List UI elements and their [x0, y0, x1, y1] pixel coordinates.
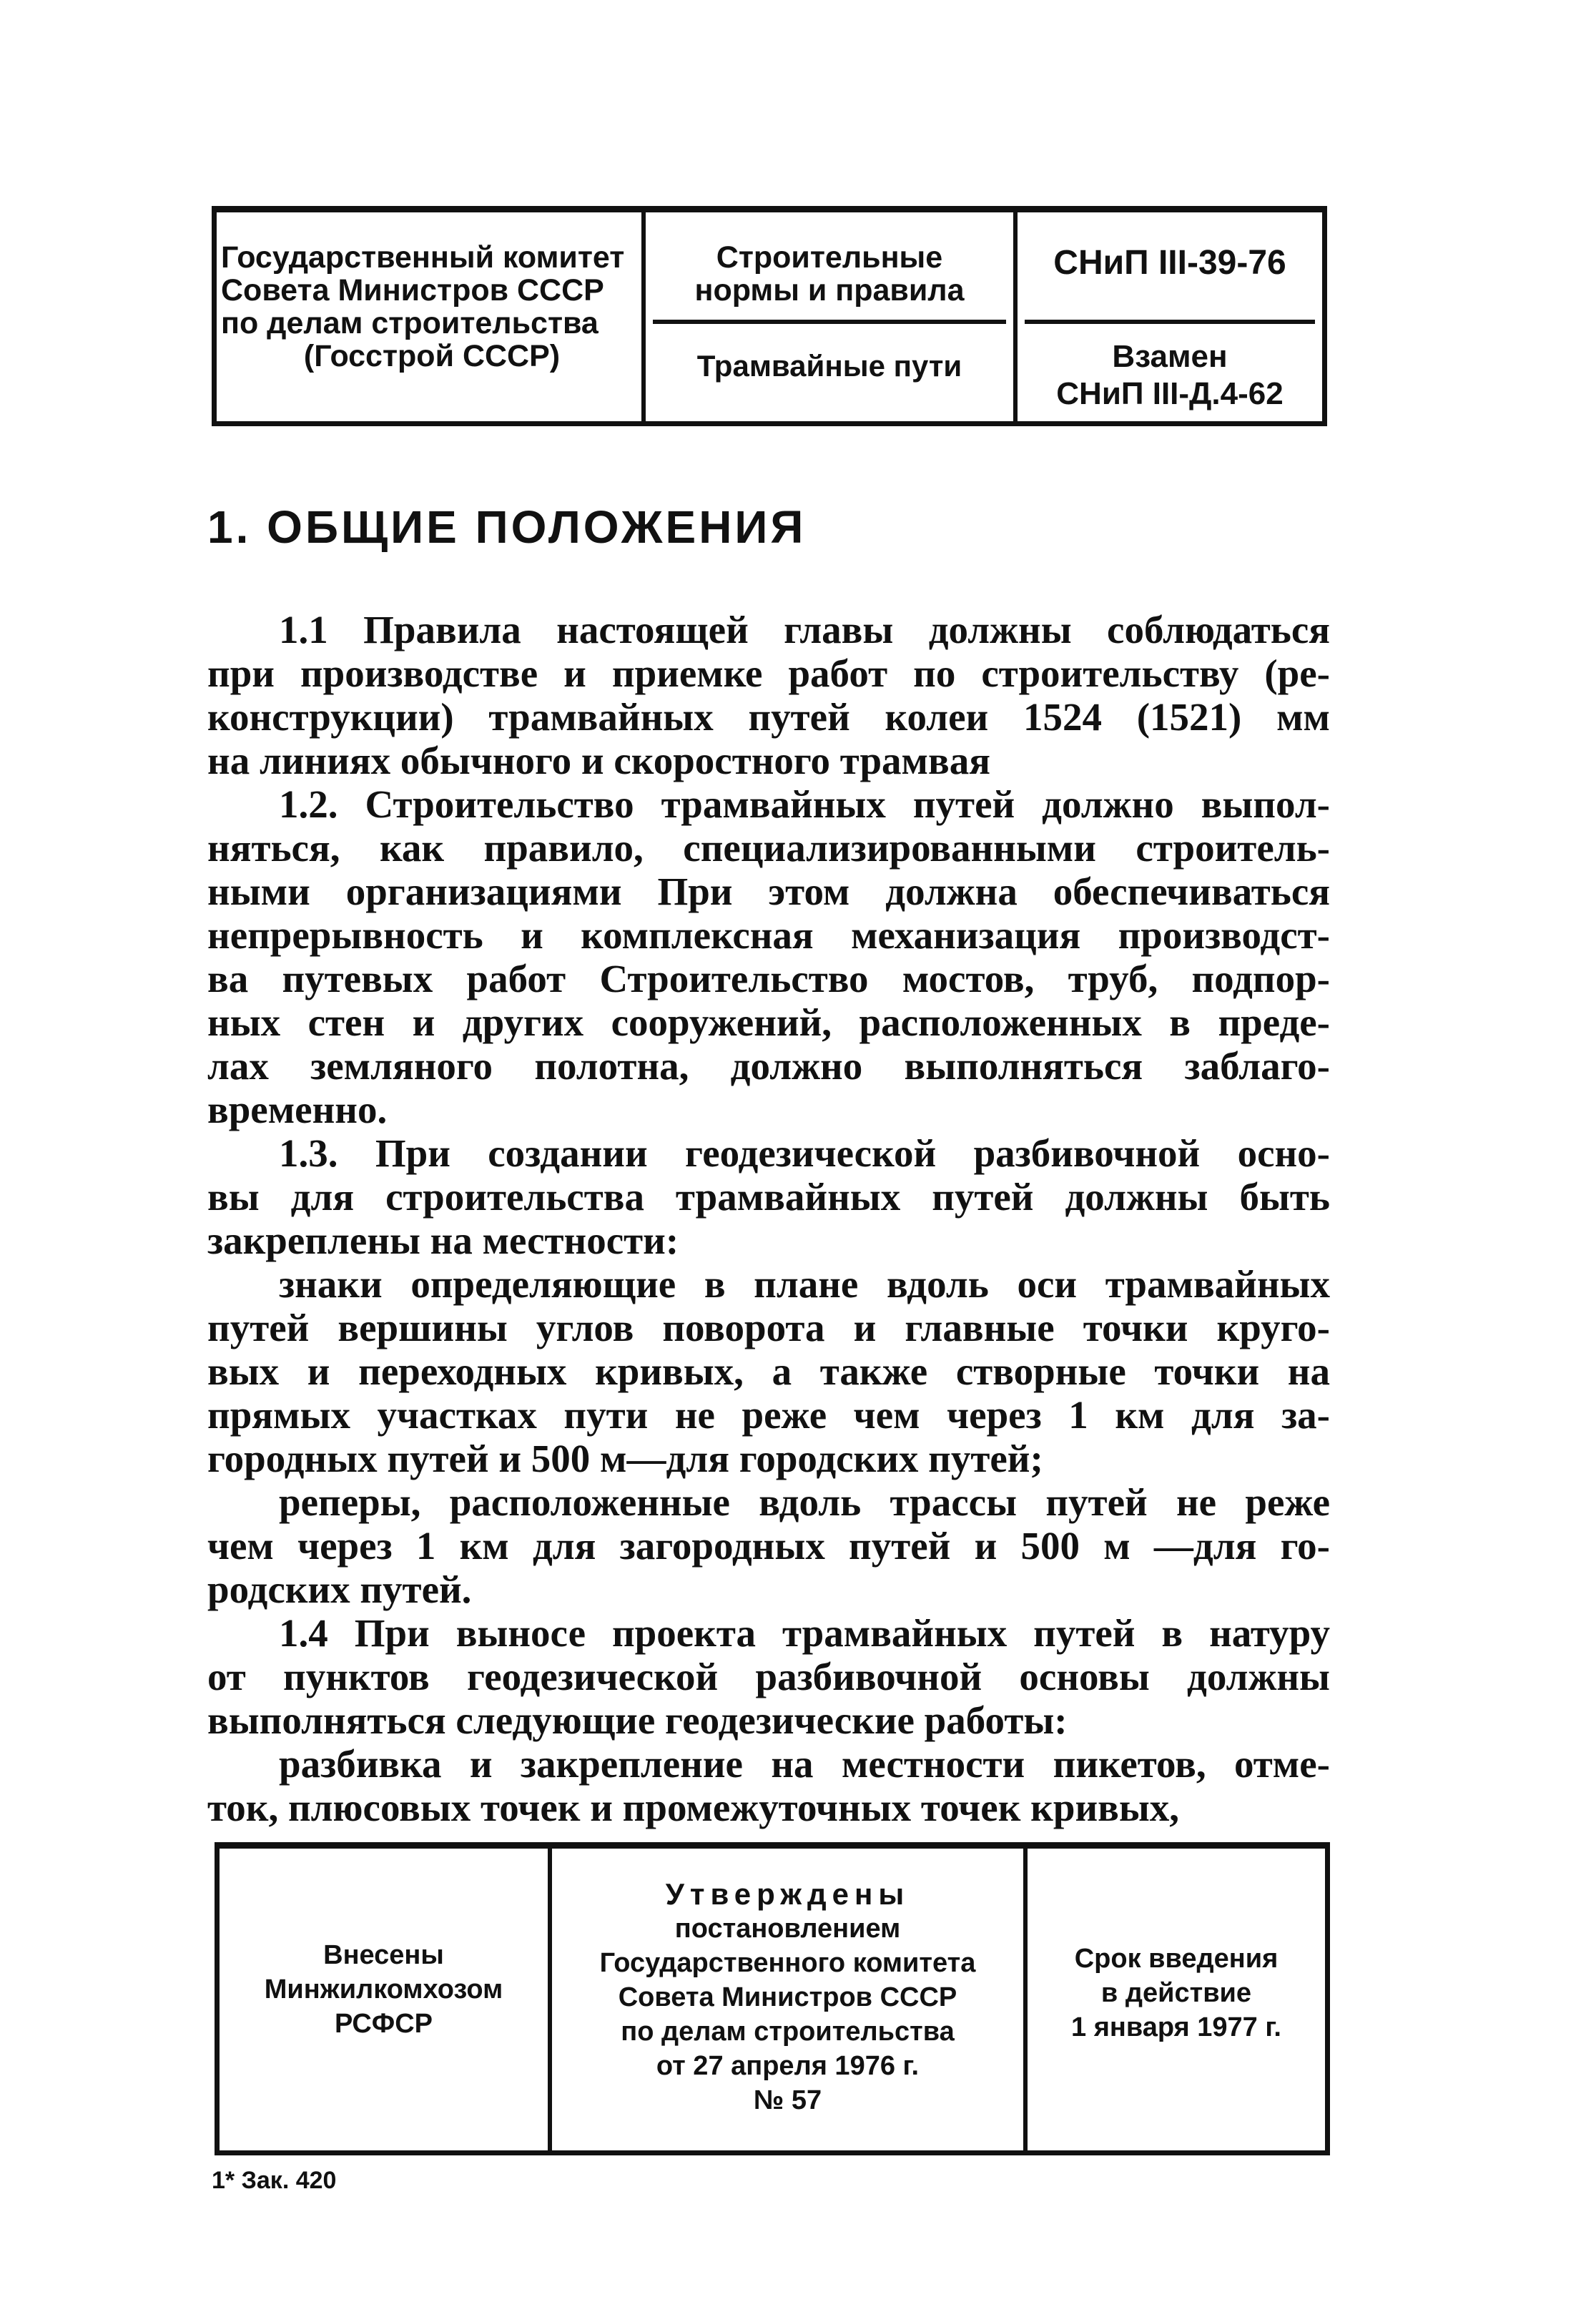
- submitted-by-cell: [220, 1849, 552, 2150]
- footer-table: [215, 1842, 1330, 2155]
- approved-by-cell: [552, 1849, 1028, 2150]
- text-line: знаки определяющие в плане вдоль оси трамвайных: [279, 1262, 1330, 1306]
- doc-type-line: нормы и правила: [694, 273, 965, 308]
- text-line: 1.1 Правила настоящей главы должны соблюдаться: [279, 608, 1330, 651]
- header-table: [212, 206, 1327, 426]
- document-type-cell: [646, 212, 1018, 421]
- body-text: [207, 608, 1330, 1829]
- approved-line: Государственного комитета: [599, 1948, 976, 1978]
- text-line: лах земляного полотна, должно выполняться заблаго-: [207, 1044, 1330, 1088]
- approved-line: от 27 апреля 1976 г.: [656, 2051, 920, 2081]
- submitted-line: РСФСР: [334, 2009, 433, 2039]
- cell-divider: [1025, 320, 1315, 324]
- text-line: няться, как правило, специализированными строитель-: [207, 826, 1330, 870]
- cell-divider: [653, 320, 1006, 324]
- text-line: на линиях обычного и скоростного трамвая: [207, 739, 990, 782]
- text-line: вы для строительства трамвайных путей должны быть: [207, 1175, 1330, 1219]
- text-line: прямых участках пути не реже чем через 1 км для за-: [207, 1393, 1330, 1437]
- authority-line: по делам строительства: [221, 306, 598, 340]
- text-line: при производстве и приемке работ по строительству (ре-: [207, 651, 1330, 695]
- doc-title: Трамвайные пути: [696, 349, 962, 383]
- approved-line: по делам строительства: [621, 2017, 955, 2047]
- text-line: непрерывность и комплексная механизация производст-: [207, 913, 1330, 957]
- text-line: разбивка и закрепление на местности пикетов, отме-: [279, 1742, 1330, 1786]
- text-line: 1.2. Строительство трамвайных путей должно выпол-: [279, 782, 1330, 826]
- text-line: ных стен и других сооружений, расположенных в преде-: [207, 1000, 1330, 1044]
- effective-date-cell: [1028, 1849, 1325, 2150]
- submitted-line: Внесены: [323, 1940, 444, 1970]
- text-line: временно.: [207, 1088, 388, 1131]
- doc-code: СНиП III-39-76: [1053, 244, 1286, 282]
- effective-line: Срок введения: [1074, 1944, 1279, 1974]
- text-line: чем через 1 км для загородных путей и 500 м —для го-: [207, 1524, 1330, 1568]
- text-line: 1.4 При выносе проекта трамвайных путей в натуру: [279, 1611, 1330, 1655]
- document-code-cell: [1018, 212, 1322, 421]
- print-order-footnote: 1* Зак. 420: [212, 2167, 337, 2194]
- approved-line: № 57: [753, 2085, 822, 2115]
- authority-line: Совета Министров СССР: [221, 273, 604, 308]
- text-line: закреплены на местности:: [207, 1219, 679, 1262]
- text-line: реперы, расположенные вдоль трассы путей не реже: [279, 1480, 1330, 1524]
- authority-line: Государственный комитет: [221, 240, 625, 275]
- replaces-code: СНиП III-Д.4-62: [1056, 376, 1284, 411]
- text-line: 1.3. При создании геодезической разбивочной осно-: [279, 1131, 1330, 1175]
- authority-line: (Госстрой СССР): [303, 339, 561, 373]
- section-title: 1. ОБЩИЕ ПОЛОЖЕНИЯ: [207, 501, 807, 553]
- submitted-line: Минжилкомхозом: [264, 1974, 503, 2005]
- text-line: городных путей и 500 м—для городских путей;: [207, 1437, 1043, 1480]
- text-line: ными организациями При этом должна обеспечиваться: [207, 870, 1330, 913]
- text-line: выполняться следующие геодезические работы:: [207, 1698, 1068, 1742]
- replaces-label: Взамен: [1112, 339, 1228, 374]
- text-line: от пунктов геодезической разбивочной основы должны: [207, 1655, 1330, 1698]
- text-line: путей вершины углов поворота и главные точки круго-: [207, 1306, 1330, 1349]
- effective-line: 1 января 1977 г.: [1071, 2012, 1281, 2042]
- effective-line: в действие: [1100, 1978, 1252, 2008]
- approved-line: Совета Министров СССР: [618, 1982, 957, 2012]
- issuing-authority-cell: [217, 212, 646, 421]
- text-line: ток, плюсовых точек и промежуточных точек кривых,: [207, 1786, 1180, 1829]
- approved-heading: Утверждены: [665, 1877, 910, 1911]
- text-line: ва путевых работ Строительство мостов, труб, подпор-: [207, 957, 1330, 1000]
- text-line: конструкции) трамвайных путей колеи 1524 (1521) мм: [207, 695, 1330, 739]
- text-line: вых и переходных кривых, а также створные точки на: [207, 1349, 1330, 1393]
- doc-type-line: Строительные: [716, 240, 943, 275]
- text-line: родских путей.: [207, 1568, 472, 1611]
- approved-line: постановлением: [674, 1914, 901, 1944]
